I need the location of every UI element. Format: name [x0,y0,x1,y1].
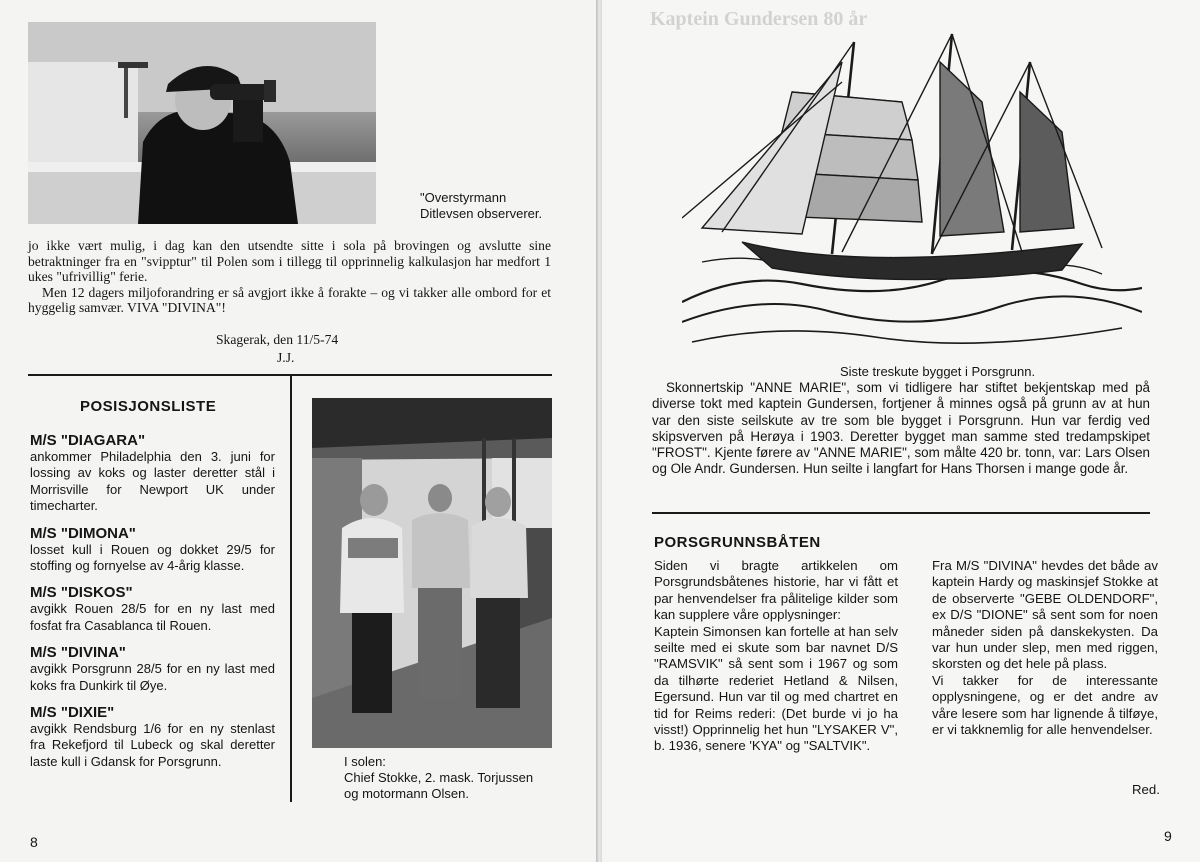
anne-marie-article: Skonnertskip "ANNE MARIE", som vi tidligere har stiftet bekjentskap med på diverse tokt med kaptein Gundersen, fortjener å minnes også på grunn av at hun var den siste seilskute av tre som ble bygget i Porsgrunn. Hun var ferdig ved skipsverven på Herøya i 1903. Deretter bygget man samme sted tredampskipet "FROST". Kjente førere av "ANNE MARIE", som målte 420 br. tonn, var: Lars Olsen og Ole Andr. Gundersen. Hun seilte i langfart for Hans Thorsen i mange gode år. [652,380,1150,477]
story-paragraph-1: jo ikke vært mulig, i dag kan den utsendte sitte i sola på brovingen og avslutte sine betraktninger fra en "svipptur" til Polen som i tillegg til opprinnelig kalkulasjon har medfort 1 ukes "ufrivillig" ferie. [28,238,551,285]
position-list [30,432,275,780]
ship-name: M/S "DIXIE" [30,704,115,722]
story-signature: J.J. [277,350,295,365]
ship-status: avgikk Rendsburg 1/6 for en ny stenlast fra Rekefjord til Lubeck og skal deretter laste kull i Gdansk for Porsgrunn. [30,721,275,769]
ship-entry [30,432,275,515]
ship-status: ankommer Philadelphia den 3. juni for lossing av koks og laster deretter stål i Morrisville for Newport UK under timecharter. [30,449,275,514]
page-number: 9 [1164,828,1172,844]
left-page [0,0,598,862]
ship-name: M/S "DIMONA" [30,524,136,542]
ship-name: M/S "DISKOS" [30,584,133,602]
ship-status: losset kull i Rouen og dokket 29/5 for stoffing og fornyelse av 4-årig klasse. [30,541,275,574]
photo1-caption-line2: Ditlevsen observerer. [420,206,543,221]
ship-status: avgikk Porsgrunn 28/5 for en ny last med koks fra Dunkirk til Øye. [30,661,275,693]
porsgrunn-paragraph: Kaptein Simonsen kan fortelle at han selv seilte med ei skute som bar navnet D/S "RAMSVIK" så sent som i 1967 og som da tilhørte rederiet Hetland & Nilsen, Egersund. Hun var til og med chartret en tid for Reims rederi: (Det burde vi jo ha visst!) Opprinnelig het hun "LYSAKER V", b. 1936, senere 'KYA" og "SALTVIK". [654,623,898,754]
photo2-caption-line2: Chief Stokke, 2. mask. Torjussen [344,770,534,785]
porsgrunn-title: PORSGRUNNSBÅTEN [654,534,821,551]
ship-entry [30,704,275,770]
ship-name: M/S "DIVINA" [30,644,126,662]
photo2-caption [344,754,564,802]
officer-photo-graphic [28,22,376,224]
crew-photo-graphic [312,398,552,748]
porsgrunn-paragraph: Fra M/S "DIVINA" hevdes det både av kaptein Hardy og maskinsjef Stokke at de observerte "GEBE OLDENDORF", ex D/S "DIONE" så sent som for noen måneder siden på danskekysten. Da var hun under slep, men med riggen, skorsten og det hele på plass. [932,558,1158,672]
illustration-caption: Siste treskute bygget i Porsgrunn. [840,364,1036,379]
page-number: 8 [30,834,38,850]
story-ending [28,238,551,316]
ship-entry [30,584,275,634]
story-place-date: Skagerak, den 11/5-74 [216,332,339,347]
porsgrunn-paragraph: Vi takker for de interessante opplysningene, og er det andre av våre lesere som har lignende å tilføye, er vi takknemlig for alle henvendelser. [932,672,1158,738]
porsgrunn-paragraph: Siden vi bragte artikkelen om Porsgrundsbåtenes historie, har vi fått et par henvendelser fra pålitelige kilder som kan supplere våre opplysninger: [654,558,898,623]
story-paragraph-2: Men 12 dagers miljoforandring er så avgjort ikke å forakte – og vi takker alle ombord for et hyggelig samvær. VIVA "DIVINA"! [28,284,551,316]
schooner-illustration [682,22,1142,354]
ship-name: M/S "DIAGARA" [30,432,146,449]
horizontal-rule [652,512,1150,514]
porsgrunn-column-2 [932,558,1158,738]
photo2-caption-line3: og motormann Olsen. [344,786,470,801]
photo1-caption-line1: "Overstyrmann [420,190,507,205]
photo1-caption [420,190,560,222]
ship-entry [30,644,275,694]
bleed-through-title: Kaptein Gundersen 80 år [650,8,868,30]
schooner-drawing [682,22,1142,354]
column-divider [290,376,292,802]
porsgrunn-column-1 [654,558,898,755]
ship-status: avgikk Rouen 28/5 for en ny last med fosfat fra Casablanca til Rouen. [30,601,275,633]
photo-crew-on-deck [312,398,552,748]
ship-entry [30,525,275,575]
position-list-title: POSISJONSLISTE [80,398,217,415]
photo2-caption-line1: I solen: [344,754,386,769]
photo-officer-binoculars [28,22,376,224]
porsgrunn-signoff: Red. [1132,782,1160,797]
right-page [602,0,1200,862]
